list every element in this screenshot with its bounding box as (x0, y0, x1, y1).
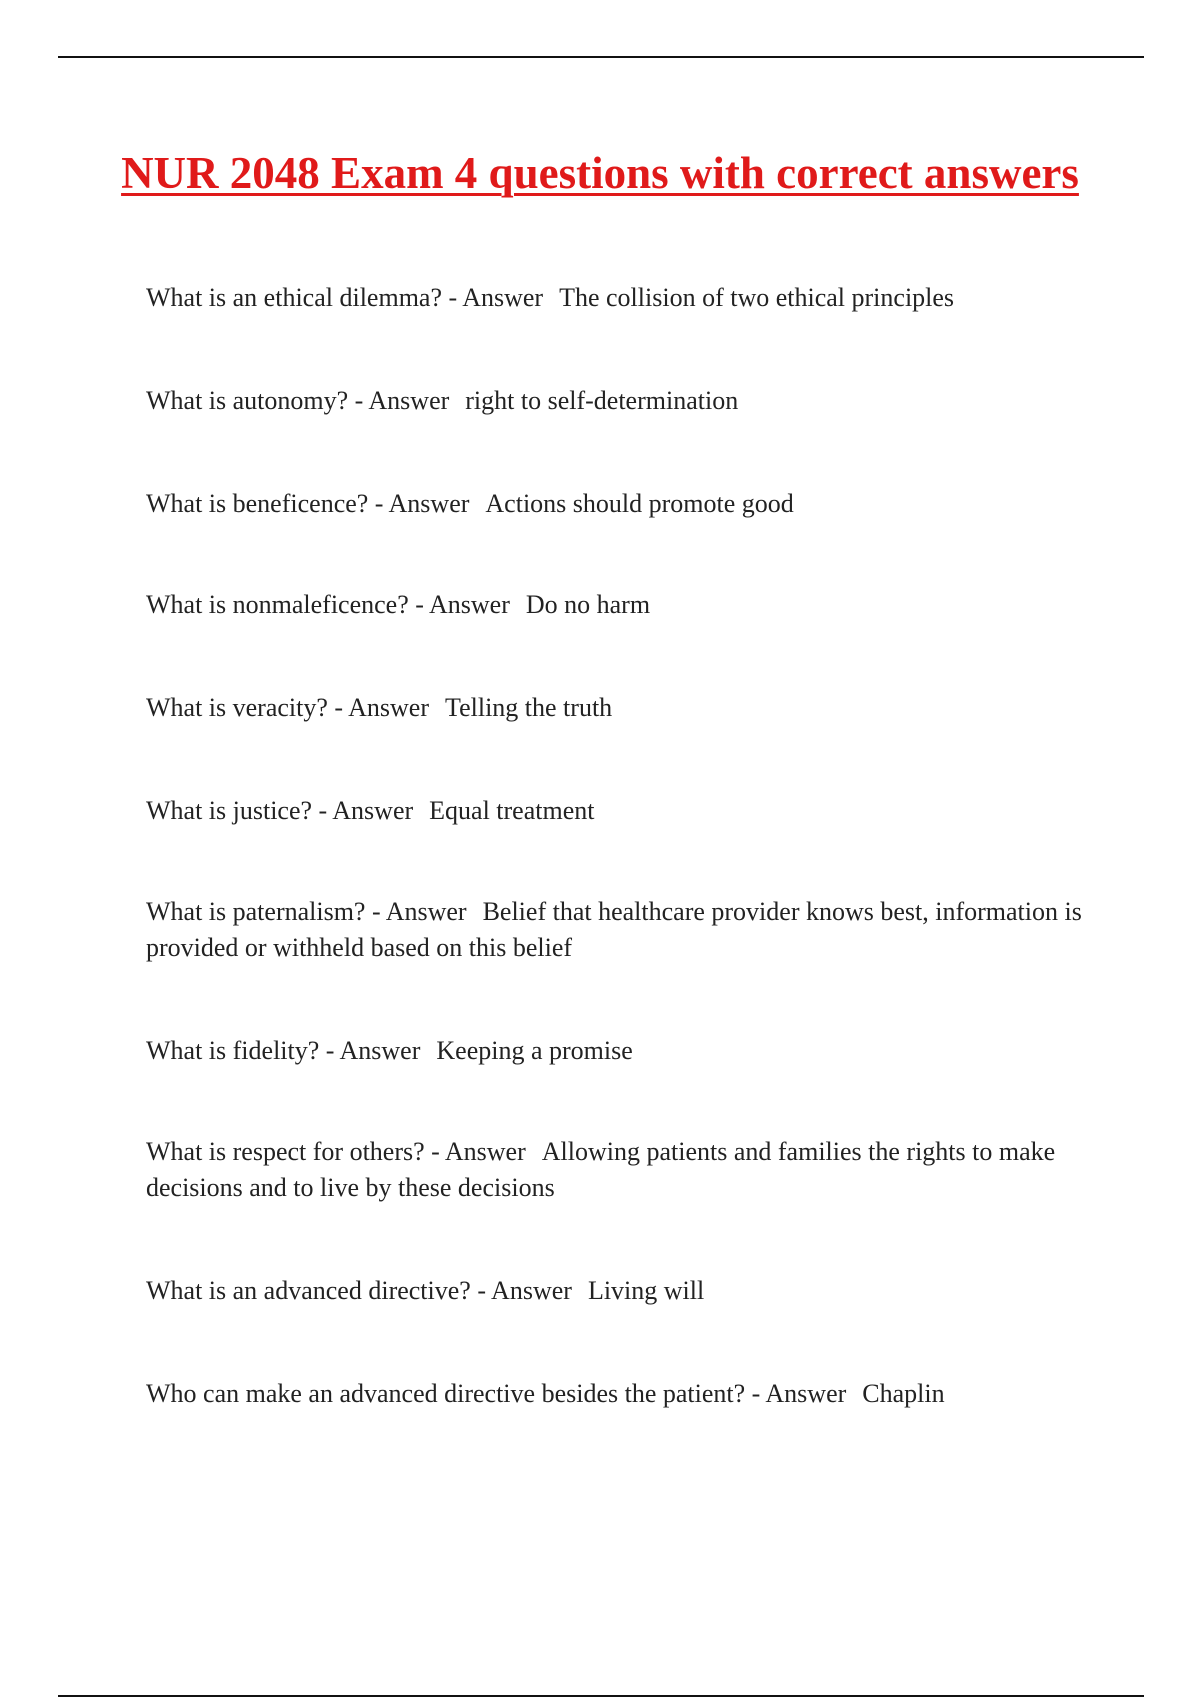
question-text: What is an advanced directive? - Answer (146, 1276, 572, 1305)
qa-item (146, 690, 1086, 726)
qa-item (146, 1273, 1086, 1309)
answer-text: Allowing patients and families the rights to make decisions and to live by these decisions (146, 1137, 1056, 1202)
answer-text: Do no harm (525, 590, 651, 619)
qa-item (146, 383, 1086, 419)
answer-text: Living will (587, 1276, 705, 1305)
question-text: What is autonomy? - Answer (146, 386, 450, 415)
bottom-rule (58, 1695, 1144, 1697)
answer-text: Chaplin (862, 1379, 945, 1408)
qa-item (146, 587, 1086, 623)
answer-text: The collision of two ethical principles (559, 283, 955, 312)
top-rule (58, 56, 1144, 58)
question-text: Who can make an advanced directive besides the patient? - Answer (146, 1379, 847, 1408)
qa-item (146, 894, 1086, 966)
answer-text: Belief that healthcare provider knows best, information is provided or withheld based on this belief (146, 897, 1082, 962)
question-text: What is respect for others? - Answer (146, 1137, 526, 1166)
answer-text: Equal treatment (429, 796, 595, 825)
document-title: NUR 2048 Exam 4 questions with correct answers (121, 148, 1079, 198)
qa-item (146, 280, 1086, 316)
answer-text: Keeping a promise (436, 1036, 633, 1065)
question-text: What is an ethical dilemma? - Answer (146, 283, 544, 312)
qa-item (146, 1134, 1086, 1206)
qa-item (146, 793, 1086, 829)
question-text: What is paternalism? - Answer (146, 897, 467, 926)
question-text: What is veracity? - Answer (146, 693, 430, 722)
answer-text: Actions should promote good (485, 489, 794, 518)
question-text: What is fidelity? - Answer (146, 1036, 421, 1065)
question-text: What is justice? - Answer (146, 796, 414, 825)
qa-item (146, 1033, 1086, 1069)
question-text: What is beneficence? - Answer (146, 489, 470, 518)
answer-text: Telling the truth (445, 693, 613, 722)
answer-text: right to self-determination (465, 386, 739, 415)
qa-item (146, 1376, 1086, 1412)
question-text: What is nonmaleficence? - Answer (146, 590, 510, 619)
qa-item (146, 486, 1086, 522)
